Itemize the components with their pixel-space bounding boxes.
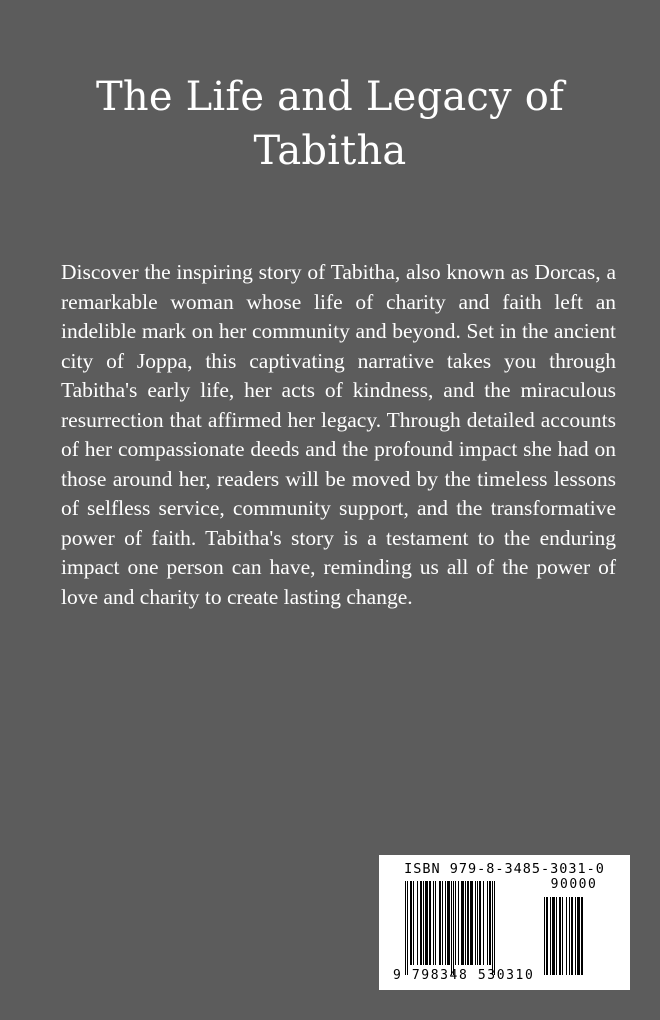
barcode-bar: [577, 897, 580, 975]
barcode-bar: [445, 881, 446, 965]
barcode-bar: [439, 881, 441, 965]
book-description: Discover the inspiring story of Tabitha, also known as Dorcas, a remarkable woman whose life of charity and faith left an indelible mark on her community and beyond. Set in the ancient city of Joppa, this captivating narrative takes you through Tabitha's early life, her acts of kindness, and the miraculous resurrection that affirmed her legacy. Through detailed accounts of her compassionate deeds and the profound impact she had on those around her, readers will be moved by the timeless lessons of selfless service, community support, and the transformative power of faith. Tabitha's story is a testament to the enduring impact one person can have, reminding us all of the power of love and charity to create lasting change.: [61, 260, 616, 609]
barcode-bar: [492, 881, 493, 975]
barcode-bar: [420, 881, 422, 965]
barcode-bar: [407, 881, 408, 975]
barcode-bar: [405, 881, 406, 975]
ean-barcode-bars: [405, 881, 543, 975]
barcode-bar: [465, 881, 466, 965]
barcode-bar: [483, 881, 484, 965]
barcode-bar: [447, 881, 450, 965]
barcode-bar: [417, 881, 418, 965]
book-title-line-1: The Life and Legacy of: [96, 74, 564, 120]
barcode-bar: [556, 897, 557, 975]
barcode-bar: [489, 881, 491, 965]
barcode-bar: [575, 897, 576, 975]
barcode-bar: [423, 881, 424, 965]
barcode-bar: [429, 881, 431, 965]
barcode-bar: [425, 881, 428, 965]
barcode-bar: [410, 881, 412, 965]
barcode-bar: [566, 897, 567, 975]
book-title-line-2: Tabitha: [253, 128, 407, 174]
barcode-bar: [550, 897, 551, 975]
barcode-bar: [559, 897, 561, 975]
barcode-bar: [433, 881, 434, 965]
barcode-bar: [544, 897, 545, 975]
barcode-bar: [571, 897, 573, 975]
barcode-bar: [581, 897, 583, 975]
barcode-bar: [453, 881, 454, 975]
barcode-bar: [455, 881, 456, 965]
ean-digits: 9 798348 530310: [393, 968, 535, 983]
barcode-bar: [451, 881, 452, 975]
barcode-bar: [569, 897, 570, 975]
book-title: [40, 70, 620, 178]
addon-barcode-bars: [544, 897, 604, 975]
isbn-barcode: [379, 855, 630, 990]
barcode-bar: [467, 881, 469, 965]
barcode-bar: [477, 881, 478, 965]
barcode-bar: [461, 881, 464, 965]
barcode-bar: [458, 881, 459, 965]
barcode-bar: [552, 897, 555, 975]
barcode-bar: [546, 897, 548, 975]
barcode-bar: [487, 881, 488, 965]
price-addon-digits: 90000: [550, 877, 598, 892]
barcode-bar: [442, 881, 443, 965]
barcode-bar: [494, 881, 495, 975]
barcode-bar: [475, 881, 476, 965]
barcode-bar: [562, 897, 563, 975]
barcode-bar: [470, 881, 473, 965]
barcode-bar: [435, 881, 436, 965]
barcode-bar: [479, 881, 481, 965]
barcode-bar: [413, 881, 414, 965]
isbn-label: ISBN 979-8-3485-3031-0: [404, 861, 605, 877]
